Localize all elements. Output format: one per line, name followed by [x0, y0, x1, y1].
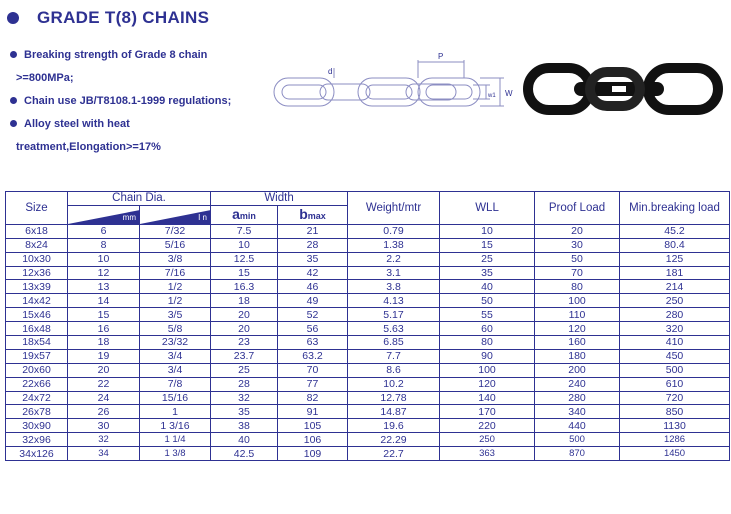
- cell-mm: 32: [68, 433, 140, 447]
- cell-in: 1 3/16: [140, 419, 211, 433]
- cell-in: 3/4: [140, 363, 211, 377]
- cell-a-min: 20: [211, 322, 278, 336]
- cell-weight: 6.85: [348, 336, 440, 350]
- cell-wll: 100: [440, 363, 535, 377]
- cell-proof-load: 180: [535, 349, 620, 363]
- header-mm: [68, 205, 140, 224]
- cell-proof-load: 70: [535, 266, 620, 280]
- header-a-min: amin: [211, 205, 278, 224]
- cell-weight: 3.8: [348, 280, 440, 294]
- cell-b-max: 82: [278, 391, 348, 405]
- cell-proof-load: 80: [535, 280, 620, 294]
- cell-proof-load: 240: [535, 377, 620, 391]
- cell-proof-load: 20: [535, 224, 620, 238]
- chain-dimension-diagram: [268, 48, 518, 128]
- cell-in: 3/4: [140, 349, 211, 363]
- cell-wll: 55: [440, 308, 535, 322]
- cell-in: 1 1/4: [140, 433, 211, 447]
- unit-mm: mm: [122, 212, 136, 222]
- cell-breaking-load: 500: [620, 363, 730, 377]
- table-row: [6, 252, 730, 266]
- cell-proof-load: 870: [535, 447, 620, 461]
- cell-wll: 35: [440, 266, 535, 280]
- cell-breaking-load: 320: [620, 322, 730, 336]
- cell-size: 20x60: [6, 363, 68, 377]
- cell-in: 1 3/8: [140, 447, 211, 461]
- feature-continuation: [10, 135, 260, 158]
- cell-mm: 19: [68, 349, 140, 363]
- cell-b-max: 46: [278, 280, 348, 294]
- cell-b-max: 52: [278, 308, 348, 322]
- feature-item: [10, 43, 260, 66]
- title-bullet-icon: [7, 12, 19, 24]
- cell-mm: 6: [68, 224, 140, 238]
- cell-breaking-load: 45.2: [620, 224, 730, 238]
- cell-in: 7/8: [140, 377, 211, 391]
- bullet-dot-icon: [10, 120, 17, 127]
- cell-b-max: 91: [278, 405, 348, 419]
- cell-b-max: 105: [278, 419, 348, 433]
- header-wll: WLL: [440, 192, 535, 225]
- cell-proof-load: 200: [535, 363, 620, 377]
- cell-size: 34x126: [6, 447, 68, 461]
- cell-wll: 60: [440, 322, 535, 336]
- width-label: W: [505, 89, 513, 98]
- cell-b-max: 56: [278, 322, 348, 336]
- cell-in: 7/16: [140, 266, 211, 280]
- header-weight: Weight/mtr: [348, 192, 440, 225]
- header-width: Width: [211, 192, 348, 206]
- feature-continuation: [10, 66, 260, 89]
- cell-weight: 22.29: [348, 433, 440, 447]
- cell-mm: 34: [68, 447, 140, 461]
- feature-text: Breaking strength of Grade 8 chain: [24, 48, 208, 61]
- cell-breaking-load: 1286: [620, 433, 730, 447]
- cell-breaking-load: 214: [620, 280, 730, 294]
- cell-b-max: 28: [278, 238, 348, 252]
- cell-breaking-load: 610: [620, 377, 730, 391]
- cell-a-min: 28: [211, 377, 278, 391]
- cell-breaking-load: 1130: [620, 419, 730, 433]
- table-row: [6, 391, 730, 405]
- cell-mm: 26: [68, 405, 140, 419]
- cell-wll: 90: [440, 349, 535, 363]
- table-row: [6, 294, 730, 308]
- cell-a-min: 12.5: [211, 252, 278, 266]
- table-row: [6, 363, 730, 377]
- cell-weight: 7.7: [348, 349, 440, 363]
- feature-text: treatment,Elongation>=17%: [16, 140, 161, 153]
- cell-a-min: 7.5: [211, 224, 278, 238]
- cell-a-min: 35: [211, 405, 278, 419]
- bullet-dot-icon: [10, 97, 17, 104]
- page-title: GRADE T(8) CHAINS: [37, 8, 210, 27]
- table-row: [6, 266, 730, 280]
- cell-wll: 220: [440, 419, 535, 433]
- cell-weight: 10.2: [348, 377, 440, 391]
- cell-b-max: 63: [278, 336, 348, 350]
- cell-weight: 22.7: [348, 447, 440, 461]
- table-row: [6, 224, 730, 238]
- cell-b-max: 109: [278, 447, 348, 461]
- cell-a-min: 32: [211, 391, 278, 405]
- cell-weight: 0.79: [348, 224, 440, 238]
- table-row: [6, 336, 730, 350]
- table-row: [6, 377, 730, 391]
- cell-in: 1: [140, 405, 211, 419]
- cell-size: 13x39: [6, 280, 68, 294]
- cell-proof-load: 50: [535, 252, 620, 266]
- cell-breaking-load: 720: [620, 391, 730, 405]
- bullet-dot-icon: [10, 51, 17, 58]
- cell-breaking-load: 250: [620, 294, 730, 308]
- cell-size: 18x54: [6, 336, 68, 350]
- cell-a-min: 38: [211, 419, 278, 433]
- cell-in: 15/16: [140, 391, 211, 405]
- cell-wll: 363: [440, 447, 535, 461]
- inner-width-label: w1: [488, 93, 496, 99]
- cell-mm: 15: [68, 308, 140, 322]
- cell-b-max: 49: [278, 294, 348, 308]
- cell-in: 23/32: [140, 336, 211, 350]
- cell-mm: 30: [68, 419, 140, 433]
- cell-wll: 50: [440, 294, 535, 308]
- cell-size: 30x90: [6, 419, 68, 433]
- cell-mm: 14: [68, 294, 140, 308]
- cell-weight: 3.1: [348, 266, 440, 280]
- cell-wll: 120: [440, 377, 535, 391]
- header-breaking-load: Min.breaking load: [620, 192, 730, 225]
- cell-mm: 12: [68, 266, 140, 280]
- cell-proof-load: 500: [535, 433, 620, 447]
- cell-b-max: 77: [278, 377, 348, 391]
- feature-text: Chain use JB/T8108.1-1999 regulations;: [24, 94, 232, 107]
- cell-size: 26x78: [6, 405, 68, 419]
- cell-weight: 4.13: [348, 294, 440, 308]
- cell-proof-load: 100: [535, 294, 620, 308]
- cell-b-max: 35: [278, 252, 348, 266]
- cell-breaking-load: 450: [620, 349, 730, 363]
- chain-spec-table: [5, 191, 730, 461]
- cell-proof-load: 160: [535, 336, 620, 350]
- cell-size: 6x18: [6, 224, 68, 238]
- cell-wll: 10: [440, 224, 535, 238]
- cell-a-min: 23.7: [211, 349, 278, 363]
- table-row: [6, 419, 730, 433]
- cell-b-max: 106: [278, 433, 348, 447]
- cell-wll: 140: [440, 391, 535, 405]
- cell-weight: 5.63: [348, 322, 440, 336]
- cell-weight: 5.17: [348, 308, 440, 322]
- cell-size: 19x57: [6, 349, 68, 363]
- cell-mm: 20: [68, 363, 140, 377]
- table-row: [6, 405, 730, 419]
- table-row: [6, 447, 730, 461]
- cell-mm: 8: [68, 238, 140, 252]
- header-proof-load: Proof Load: [535, 192, 620, 225]
- cell-in: 1/2: [140, 294, 211, 308]
- cell-a-min: 23: [211, 336, 278, 350]
- cell-wll: 170: [440, 405, 535, 419]
- cell-b-max: 70: [278, 363, 348, 377]
- header-size: Size: [6, 192, 68, 225]
- cell-size: 8x24: [6, 238, 68, 252]
- table-row: [6, 308, 730, 322]
- cell-in: 7/32: [140, 224, 211, 238]
- cell-proof-load: 340: [535, 405, 620, 419]
- cell-a-min: 42.5: [211, 447, 278, 461]
- cell-b-max: 21: [278, 224, 348, 238]
- cell-mm: 24: [68, 391, 140, 405]
- cell-size: 10x30: [6, 252, 68, 266]
- cell-breaking-load: 80.4: [620, 238, 730, 252]
- header-chain-dia: Chain Dia.: [68, 192, 211, 206]
- cell-proof-load: 110: [535, 308, 620, 322]
- cell-weight: 12.78: [348, 391, 440, 405]
- table-row: [6, 322, 730, 336]
- cell-size: 12x36: [6, 266, 68, 280]
- cell-size: 16x48: [6, 322, 68, 336]
- cell-mm: 10: [68, 252, 140, 266]
- cell-size: 14x42: [6, 294, 68, 308]
- cell-breaking-load: 125: [620, 252, 730, 266]
- cell-proof-load: 280: [535, 391, 620, 405]
- cell-weight: 19.6: [348, 419, 440, 433]
- table-body: [6, 224, 730, 460]
- cell-size: 15x46: [6, 308, 68, 322]
- title-row: [7, 8, 209, 28]
- cell-in: 5/16: [140, 238, 211, 252]
- cell-b-max: 42: [278, 266, 348, 280]
- cell-weight: 14.87: [348, 405, 440, 419]
- cell-weight: 1.38: [348, 238, 440, 252]
- cell-weight: 8.6: [348, 363, 440, 377]
- cell-a-min: 10: [211, 238, 278, 252]
- cell-breaking-load: 410: [620, 336, 730, 350]
- cell-in: 5/8: [140, 322, 211, 336]
- feature-text: >=800MPa;: [16, 71, 74, 84]
- table-row: [6, 349, 730, 363]
- cell-in: 1/2: [140, 280, 211, 294]
- cell-b-max: 63.2: [278, 349, 348, 363]
- feature-text: Alloy steel with heat: [24, 117, 130, 130]
- feature-item: [10, 112, 260, 135]
- table-row: [6, 433, 730, 447]
- cell-proof-load: 120: [535, 322, 620, 336]
- cell-proof-load: 30: [535, 238, 620, 252]
- table-row: [6, 280, 730, 294]
- diameter-label: d: [328, 67, 333, 76]
- cell-wll: 40: [440, 280, 535, 294]
- feature-item: [10, 89, 260, 112]
- cell-mm: 18: [68, 336, 140, 350]
- header-in: [140, 205, 211, 224]
- cell-size: 22x66: [6, 377, 68, 391]
- cell-a-min: 20: [211, 308, 278, 322]
- cell-weight: 2.2: [348, 252, 440, 266]
- chain-photo: [522, 60, 727, 120]
- cell-a-min: 25: [211, 363, 278, 377]
- header-b-max: bmax: [278, 205, 348, 224]
- cell-breaking-load: 850: [620, 405, 730, 419]
- cell-a-min: 16.3: [211, 280, 278, 294]
- cell-in: 3/5: [140, 308, 211, 322]
- cell-a-min: 40: [211, 433, 278, 447]
- cell-a-min: 18: [211, 294, 278, 308]
- cell-size: 32x96: [6, 433, 68, 447]
- cell-breaking-load: 181: [620, 266, 730, 280]
- cell-mm: 22: [68, 377, 140, 391]
- cell-wll: 80: [440, 336, 535, 350]
- cell-proof-load: 440: [535, 419, 620, 433]
- cell-wll: 15: [440, 238, 535, 252]
- cell-wll: 25: [440, 252, 535, 266]
- pitch-label: P: [438, 52, 444, 61]
- table-row: [6, 238, 730, 252]
- cell-in: 3/8: [140, 252, 211, 266]
- cell-breaking-load: 1450: [620, 447, 730, 461]
- cell-size: 24x72: [6, 391, 68, 405]
- feature-list: [10, 43, 260, 158]
- cell-mm: 13: [68, 280, 140, 294]
- cell-wll: 250: [440, 433, 535, 447]
- cell-a-min: 15: [211, 266, 278, 280]
- unit-in: I n: [198, 212, 208, 222]
- cell-breaking-load: 280: [620, 308, 730, 322]
- cell-mm: 16: [68, 322, 140, 336]
